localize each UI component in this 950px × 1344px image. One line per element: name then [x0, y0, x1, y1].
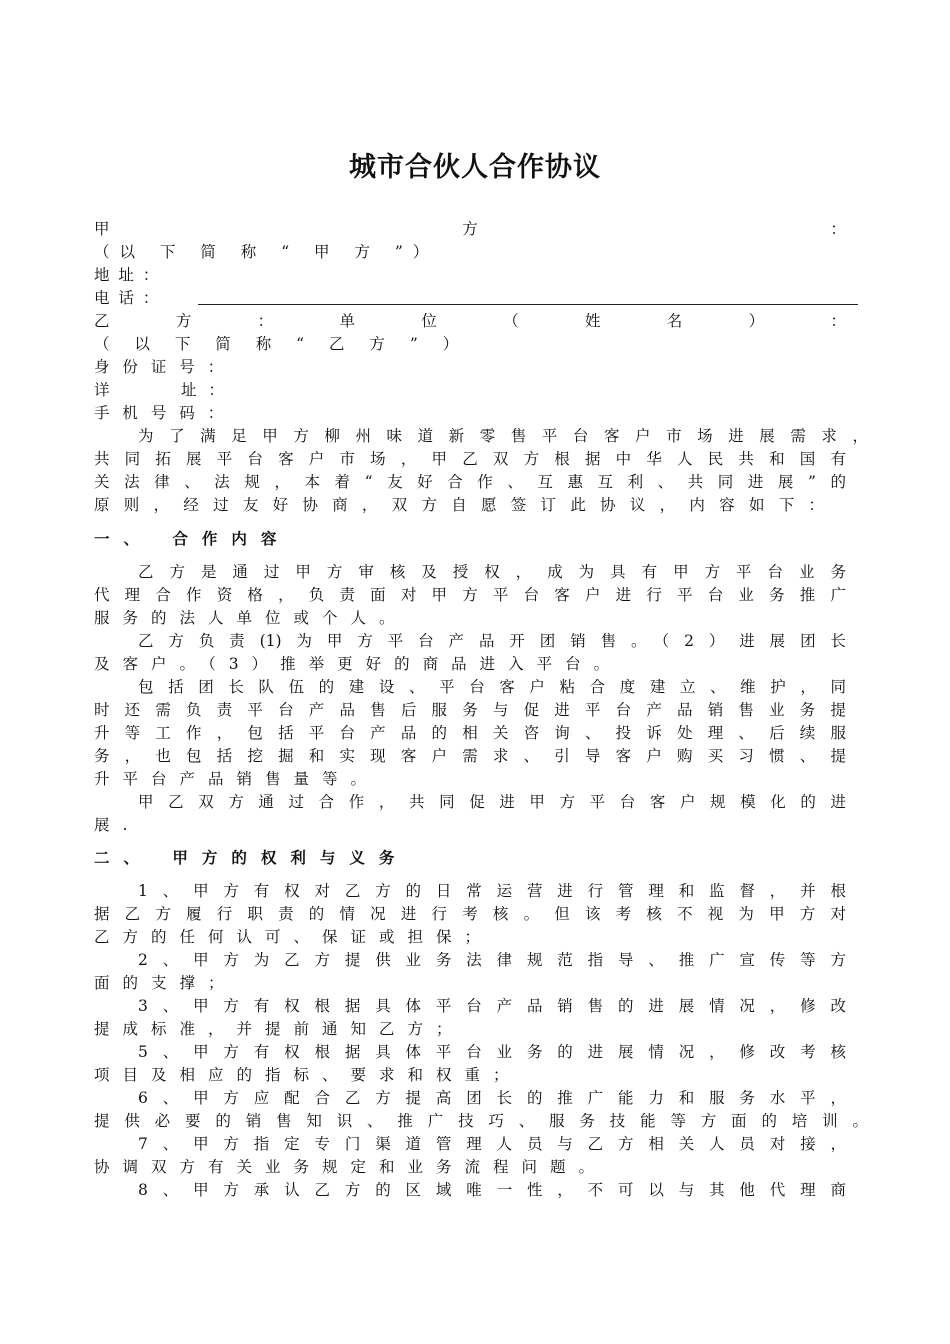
party-b-char-9: ） — [748, 312, 765, 330]
section-1-line: 时还需负责平台产品售后服务与促进平台产品销售业务提 — [94, 701, 846, 719]
section-2-line: 2、甲方为乙方提供业务法律规范指导、推广宣传等方 — [138, 951, 846, 969]
party-b-char-3: ： — [257, 312, 274, 330]
party-a-alias: （以 下 简 称 “ 甲 方 ”） — [94, 243, 439, 261]
party-b-alias: （ 以 下 简 称 “ 乙 方 ” ） — [94, 335, 469, 353]
intro-line: 共同拓展平台客户市场，甲乙双方根据中华人民共和国有 — [94, 450, 846, 468]
section-2-line: 6、甲方应配合乙方提高团长的推广能力和服务水平， — [138, 1089, 846, 1107]
party-b-char-7: 姓 — [584, 312, 601, 330]
section-2-line: 提供必要的销售知识、推广技巧、服务技能等方面的培训。 — [94, 1112, 868, 1130]
document-title: 城市合伙人合作协议 — [349, 152, 601, 183]
party-a-address-label: 地 址 ： — [94, 266, 161, 284]
section-1-line: 升等工作，包括平台产品的相关咨询、投诉处理、后续服 — [94, 724, 846, 742]
party-a-phone-label: 电 话 ： — [94, 289, 161, 307]
section-2-line: 项目及相应的指标、要求和权重； — [94, 1066, 522, 1084]
party-a-colon: ： — [830, 220, 846, 238]
party-b-row — [94, 310, 846, 333]
section-2-line: 面的支撑； — [94, 974, 237, 992]
party-a-char-1: 甲 — [94, 220, 110, 238]
section-2-line: 5、甲方有权根据具体平台业务的进展情况，修改考核 — [138, 1043, 846, 1061]
section-1-line: 代理合作资格，负责面对甲方平台客户进行平台业务推广 — [94, 586, 846, 604]
section-1-heading: 一、 合作内容 — [94, 529, 291, 548]
party-b-char-1: 乙 — [94, 312, 110, 330]
party-b-char-4: 单 — [339, 312, 355, 330]
party-b-address-row — [94, 379, 224, 402]
section-2-line: 8、甲方承认乙方的区域唯一性，不可以与其他代理商 — [138, 1181, 846, 1199]
section-1-line: 乙方是通过甲方审核及授权，成为具有甲方平台业务 — [138, 563, 846, 581]
section-1-line: 务，也包括挖掘和实现客户需求、引导客户购买习惯、提 — [94, 747, 846, 765]
section-1-line: 乙方负责(1)为甲方平台产品开团销售。（2）进展团长 — [138, 632, 846, 650]
party-b-char-6: （ — [503, 312, 519, 330]
intro-line: 为了满足甲方柳州味道新零售平台客户市场进展需求， — [138, 427, 868, 445]
section-1-line: 包括团长队伍的建设、平台客户粘合度建立、维护，同 — [138, 678, 846, 696]
section-2-heading: 二、 甲方的权利与义务 — [94, 848, 409, 867]
party-b-id-label: 身 份 证 号 ： — [94, 358, 228, 376]
party-b-char-8: 名 — [666, 312, 683, 330]
section-2-line: 据乙方履行职责的情况进行考核。但该考核不视为甲方对 — [94, 905, 846, 923]
party-b-address-char-2: 址 — [180, 381, 197, 399]
intro-line: 原则，经过友好协商，双方自愿签订此协议，内容如下： — [94, 496, 824, 514]
section-1-line: 及客户。（3）推举更好的商品进入平台。 — [94, 655, 623, 673]
party-b-address-char-1: 详 — [94, 381, 110, 399]
section-1-line: 服务的法人单位或个人。 — [94, 609, 408, 627]
party-a-char-2: 方 — [462, 220, 478, 238]
section-1-line: 升平台产品销售量等。 — [94, 770, 380, 788]
intro-line: 关法律、法规，本着“友好合作、互惠互利、共同进展”的 — [94, 473, 846, 491]
section-1-line: 展. — [94, 816, 141, 834]
section-2-line: 提成标准，并提前通知乙方； — [94, 1020, 465, 1038]
section-2-line: 乙方的任何认可、保证或担保； — [94, 928, 494, 946]
section-2-line: 3、甲方有权根据具体平台产品销售的进展情况，修改 — [138, 997, 846, 1015]
phone-fill-line — [198, 304, 858, 305]
party-b-char-5: 位 — [421, 312, 437, 330]
section-2-line: 7、甲方指定专门渠道管理人员与乙方相关人员对接， — [138, 1135, 846, 1153]
party-b-address-colon: ： — [208, 381, 224, 399]
party-b-char-10: ： — [830, 312, 846, 330]
party-b-char-2: 方 — [175, 312, 192, 330]
section-1-line: 甲乙双方通过合作，共同促进甲方平台客户规模化的进 — [138, 793, 846, 811]
party-a-row — [94, 218, 846, 241]
party-b-mobile-label: 手 机 号 码 ： — [94, 404, 228, 422]
section-2-line: 协调双方有关业务规定和业务流程问题。 — [94, 1158, 608, 1176]
section-2-line: 1、甲方有权对乙方的日常运营进行管理和监督，并根 — [138, 882, 846, 900]
